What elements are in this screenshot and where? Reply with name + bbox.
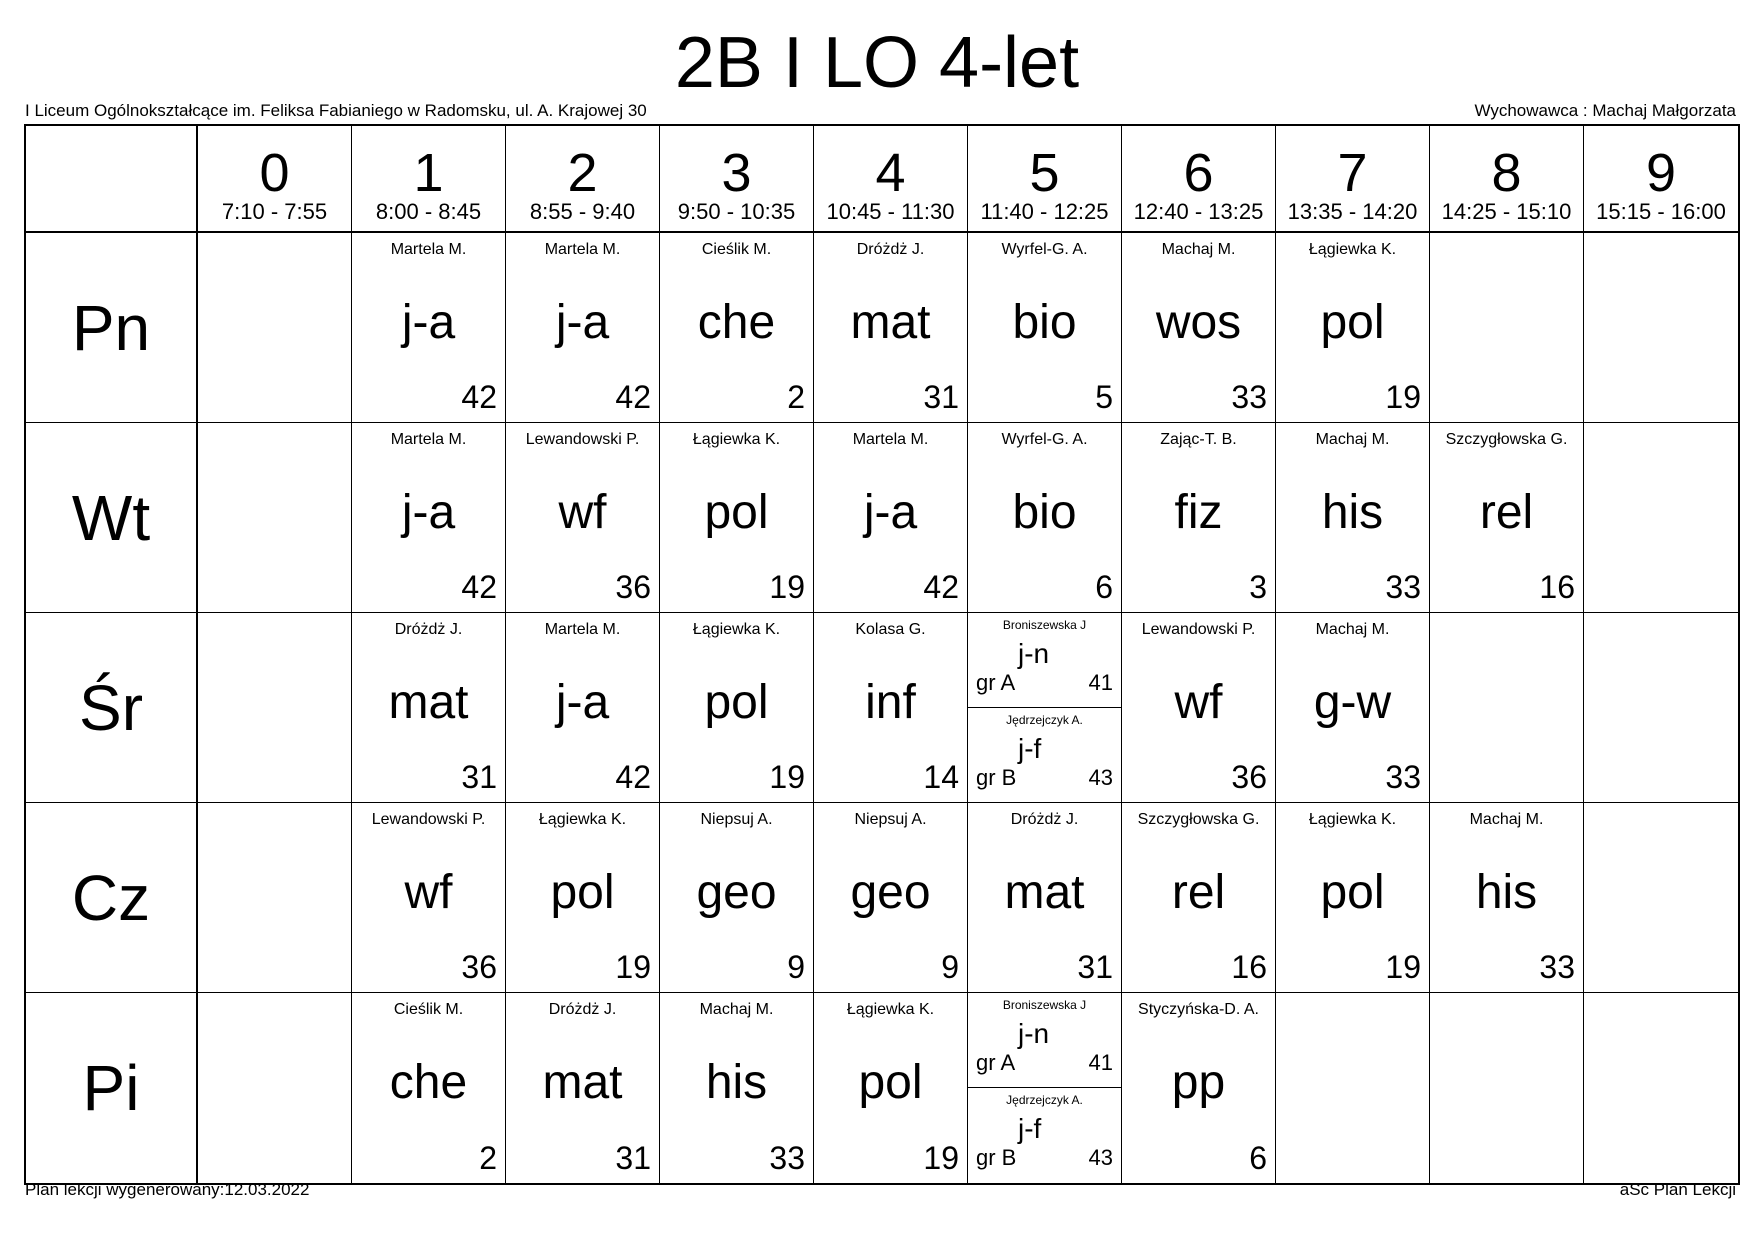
empty-cell <box>198 803 352 993</box>
teacher-name: Lewandowski P. <box>1141 621 1256 638</box>
subject-code: geo <box>850 866 931 919</box>
lesson-cell <box>1430 423 1584 613</box>
subject-code: j-a <box>555 296 610 349</box>
subject-code: j-a <box>401 486 456 539</box>
teacher-name: Dróżdż J. <box>1010 811 1079 828</box>
teacher-name: Łągiewka K. <box>538 811 627 828</box>
period-header <box>352 126 506 233</box>
period-time: 10:45 - 11:30 <box>826 199 955 224</box>
empty-cell <box>1584 423 1738 613</box>
lesson-cell <box>814 803 968 993</box>
lesson-cell <box>506 423 660 613</box>
period-header <box>1430 126 1584 233</box>
subject-code: pol <box>1320 866 1385 919</box>
lesson-cell <box>814 423 968 613</box>
subject-code: pol <box>704 486 769 539</box>
lesson-cell <box>1276 423 1430 613</box>
group-label: gr A <box>976 670 1016 695</box>
teacher-name: Łągiewka K. <box>846 1001 935 1018</box>
period-header <box>968 126 1122 233</box>
lesson-cell <box>660 613 814 803</box>
period-time: 15:15 - 16:00 <box>1596 199 1726 224</box>
lesson-cell <box>1276 233 1430 423</box>
teacher-name: Machaj M. <box>1315 431 1390 448</box>
class-tutor: Wychowawca : Machaj Małgorzata <box>1474 101 1736 120</box>
day-name: Śr <box>79 672 143 744</box>
period-time: 14:25 - 15:10 <box>1441 199 1572 224</box>
subject-code: bio <box>1012 486 1077 539</box>
empty-cell <box>1584 803 1738 993</box>
subject-code: rel <box>1479 486 1534 539</box>
period-header <box>506 126 660 233</box>
lesson-cell <box>352 613 506 803</box>
lesson-cell <box>1430 803 1584 993</box>
teacher-name: Kolasa G. <box>855 621 926 638</box>
teacher-name: Jędrzejczyk A. <box>1006 713 1083 727</box>
lesson-cell <box>506 233 660 423</box>
subject-code: che <box>389 1056 468 1109</box>
room-number: 42 <box>615 379 651 415</box>
day-header <box>26 993 198 1183</box>
lesson-cell <box>968 233 1122 423</box>
teacher-name: Niepsuj A. <box>854 811 927 828</box>
teacher-name: Martela M. <box>544 621 621 638</box>
room-number: 6 <box>1095 569 1113 605</box>
room-number: 16 <box>1539 569 1575 605</box>
teacher-name: Łągiewka K. <box>692 621 781 638</box>
generated-date: Plan lekcji wygenerowany:12.03.2022 <box>25 1180 310 1199</box>
room-number: 2 <box>479 1140 497 1176</box>
timetable-title: 2B I LO 4-let <box>674 23 1080 103</box>
period-number: 9 <box>1645 143 1677 203</box>
empty-cell <box>1430 993 1584 1183</box>
period-header <box>1584 126 1738 233</box>
room-number: 19 <box>769 759 805 795</box>
subject-code: geo <box>696 866 777 919</box>
period-time: 13:35 - 14:20 <box>1287 199 1418 224</box>
subject-code: pol <box>1320 296 1385 349</box>
teacher-name: Broniszewska J <box>1002 998 1087 1012</box>
empty-cell <box>1584 993 1738 1183</box>
period-time: 8:55 - 9:40 <box>529 199 636 224</box>
teacher-name: Dróżdż J. <box>856 241 925 258</box>
teacher-name: Machaj M. <box>699 1001 774 1018</box>
period-header <box>814 126 968 233</box>
room-number: 43 <box>1088 1145 1113 1170</box>
period-number: 4 <box>875 143 906 203</box>
school-name: I Liceum Ogólnokształcące im. Feliksa Fabianiego w Radomsku, ul. A. Krajowej 30 <box>25 101 647 120</box>
lesson-cell <box>1122 613 1276 803</box>
empty-cell <box>1584 613 1738 803</box>
room-number: 9 <box>787 949 805 985</box>
subject-code: pol <box>858 1056 923 1109</box>
teacher-name: Łągiewka K. <box>1308 241 1397 258</box>
period-header <box>198 126 352 233</box>
subject-code: j-a <box>401 296 456 349</box>
teacher-name: Lewandowski P. <box>371 811 486 828</box>
period-number: 7 <box>1337 143 1368 203</box>
teacher-name: Martela M. <box>390 431 467 448</box>
room-number: 14 <box>923 759 959 795</box>
day-name: Pn <box>71 292 151 364</box>
room-number: 42 <box>615 759 651 795</box>
lesson-cell <box>660 233 814 423</box>
lesson-cell <box>352 993 506 1183</box>
subject-code: inf <box>865 676 916 729</box>
room-number: 36 <box>615 569 651 605</box>
lesson-cell <box>506 803 660 993</box>
period-time: 11:40 - 12:25 <box>980 199 1109 224</box>
empty-cell <box>198 233 352 423</box>
subject-code: mat <box>1004 866 1085 919</box>
lesson-cell <box>660 993 814 1183</box>
empty-cell <box>198 993 352 1183</box>
period-header <box>660 126 814 233</box>
room-number: 41 <box>1088 670 1113 695</box>
lesson-cell <box>660 803 814 993</box>
app-name: aSc Plan Lekcji <box>1619 1180 1736 1199</box>
lesson-cell <box>1122 993 1276 1183</box>
room-number: 33 <box>769 1140 805 1176</box>
period-number: 5 <box>1029 143 1060 203</box>
room-number: 2 <box>787 379 805 415</box>
room-number: 19 <box>615 949 651 985</box>
room-number: 42 <box>923 569 959 605</box>
lesson-cell <box>506 613 660 803</box>
subject-code: j-n <box>1018 638 1050 669</box>
teacher-name: Jędrzejczyk A. <box>1006 1093 1083 1107</box>
subject-code: his <box>1321 486 1384 539</box>
lesson-cell <box>1122 233 1276 423</box>
group-label: gr B <box>976 1145 1017 1170</box>
teacher-name: Martela M. <box>852 431 929 448</box>
lesson-cell <box>506 993 660 1183</box>
room-number: 3 <box>1249 569 1267 605</box>
subject-code: j-a <box>863 486 918 539</box>
teacher-name: Dróżdż J. <box>394 621 463 638</box>
empty-cell <box>1584 233 1738 423</box>
empty-cell <box>198 613 352 803</box>
teacher-name: Martela M. <box>390 241 467 258</box>
subject-code: pp <box>1171 1056 1226 1109</box>
room-number: 33 <box>1539 949 1575 985</box>
teacher-name: Szczygłowska G. <box>1445 431 1568 448</box>
lesson-cell <box>660 423 814 613</box>
room-number: 31 <box>461 759 497 795</box>
teacher-name: Łągiewka K. <box>1308 811 1397 828</box>
room-number: 42 <box>461 569 497 605</box>
room-number: 33 <box>1385 759 1421 795</box>
subject-code: pol <box>704 676 769 729</box>
lesson-cell <box>968 803 1122 993</box>
room-number: 36 <box>461 949 497 985</box>
subject-code: wf <box>404 866 453 919</box>
period-number: 3 <box>721 143 752 203</box>
corner-cell <box>26 126 198 233</box>
room-number: 5 <box>1095 379 1113 415</box>
teacher-name: Machaj M. <box>1161 241 1236 258</box>
lesson-cell <box>352 233 506 423</box>
teacher-name: Cieślik M. <box>701 241 772 258</box>
day-name: Wt <box>71 482 151 554</box>
teacher-name: Machaj M. <box>1315 621 1390 638</box>
room-number: 16 <box>1231 949 1267 985</box>
subject-code: j-n <box>1018 1018 1050 1049</box>
lesson-cell <box>352 423 506 613</box>
lesson-cell <box>814 233 968 423</box>
room-number: 19 <box>769 569 805 605</box>
teacher-name: Martela M. <box>544 241 621 258</box>
teacher-name: Wyrfel-G. A. <box>1001 241 1088 258</box>
group-lesson <box>968 993 1121 1088</box>
subject-code: j-f <box>1018 1113 1042 1144</box>
lesson-cell <box>968 423 1122 613</box>
period-time: 8:00 - 8:45 <box>375 199 482 224</box>
period-number: 0 <box>259 143 290 203</box>
teacher-name: Dróżdż J. <box>548 1001 617 1018</box>
room-number: 41 <box>1088 1050 1113 1075</box>
period-time: 12:40 - 13:25 <box>1133 199 1264 224</box>
group-lesson <box>968 708 1121 803</box>
room-number: 31 <box>1077 949 1113 985</box>
period-number: 2 <box>567 143 598 203</box>
teacher-name: Zając-T. B. <box>1160 431 1237 448</box>
subject-code: rel <box>1171 866 1226 919</box>
group-label: gr B <box>976 765 1017 790</box>
subject-code: j-f <box>1018 733 1042 764</box>
lesson-cell <box>814 993 968 1183</box>
subject-code: j-a <box>555 676 610 729</box>
empty-cell <box>1276 993 1430 1183</box>
teacher-name: Broniszewska J <box>1002 618 1087 632</box>
teacher-name: Niepsuj A. <box>700 811 773 828</box>
teacher-name: Cieślik M. <box>393 1001 464 1018</box>
lesson-cell <box>1122 423 1276 613</box>
lesson-cell <box>352 803 506 993</box>
lesson-cell <box>1276 613 1430 803</box>
lesson-cell <box>1122 803 1276 993</box>
period-header <box>1122 126 1276 233</box>
subject-code: mat <box>542 1056 623 1109</box>
room-number: 19 <box>1385 379 1421 415</box>
empty-cell <box>1430 613 1584 803</box>
room-number: 19 <box>923 1140 959 1176</box>
subject-code: g-w <box>1313 676 1392 729</box>
group-label: gr A <box>976 1050 1016 1075</box>
subject-code: pol <box>550 866 615 919</box>
period-number: 6 <box>1183 143 1214 203</box>
teacher-name: Wyrfel-G. A. <box>1001 431 1088 448</box>
subject-code: his <box>705 1056 768 1109</box>
room-number: 9 <box>941 949 959 985</box>
teacher-name: Łągiewka K. <box>692 431 781 448</box>
subject-code: mat <box>850 296 931 349</box>
room-number: 6 <box>1249 1140 1267 1176</box>
day-header <box>26 803 198 993</box>
subject-code: wf <box>558 486 607 539</box>
subject-code: bio <box>1012 296 1077 349</box>
day-name: Cz <box>71 862 151 934</box>
period-time: 9:50 - 10:35 <box>677 199 796 224</box>
period-header <box>1276 126 1430 233</box>
day-name: Pi <box>82 1052 140 1124</box>
day-header <box>26 423 198 613</box>
lesson-cell <box>1276 803 1430 993</box>
empty-cell <box>198 423 352 613</box>
teacher-name: Szczygłowska G. <box>1137 811 1260 828</box>
lesson-cell <box>968 613 1122 803</box>
room-number: 33 <box>1231 379 1267 415</box>
lesson-cell <box>814 613 968 803</box>
teacher-name: Machaj M. <box>1469 811 1544 828</box>
room-number: 31 <box>615 1140 651 1176</box>
period-time: 7:10 - 7:55 <box>221 199 328 224</box>
teacher-name: Styczyńska-D. A. <box>1138 1001 1259 1018</box>
subject-code: fiz <box>1174 486 1223 539</box>
room-number: 43 <box>1088 765 1113 790</box>
room-number: 42 <box>461 379 497 415</box>
period-number: 1 <box>413 143 444 203</box>
subject-code: che <box>697 296 776 349</box>
subject-code: his <box>1475 866 1538 919</box>
timetable-grid <box>24 124 1740 1185</box>
teacher-name: Lewandowski P. <box>525 431 640 448</box>
group-lesson <box>968 613 1121 708</box>
room-number: 36 <box>1231 759 1267 795</box>
room-number: 33 <box>1385 569 1421 605</box>
room-number: 31 <box>923 379 959 415</box>
subject-code: wf <box>1174 676 1223 729</box>
day-header <box>26 233 198 423</box>
subject-code: wos <box>1155 296 1242 349</box>
room-number: 19 <box>1385 949 1421 985</box>
day-header <box>26 613 198 803</box>
group-lesson <box>968 1088 1121 1183</box>
empty-cell <box>1430 233 1584 423</box>
subject-code: mat <box>388 676 469 729</box>
period-number: 8 <box>1491 143 1522 203</box>
lesson-cell <box>968 993 1122 1183</box>
